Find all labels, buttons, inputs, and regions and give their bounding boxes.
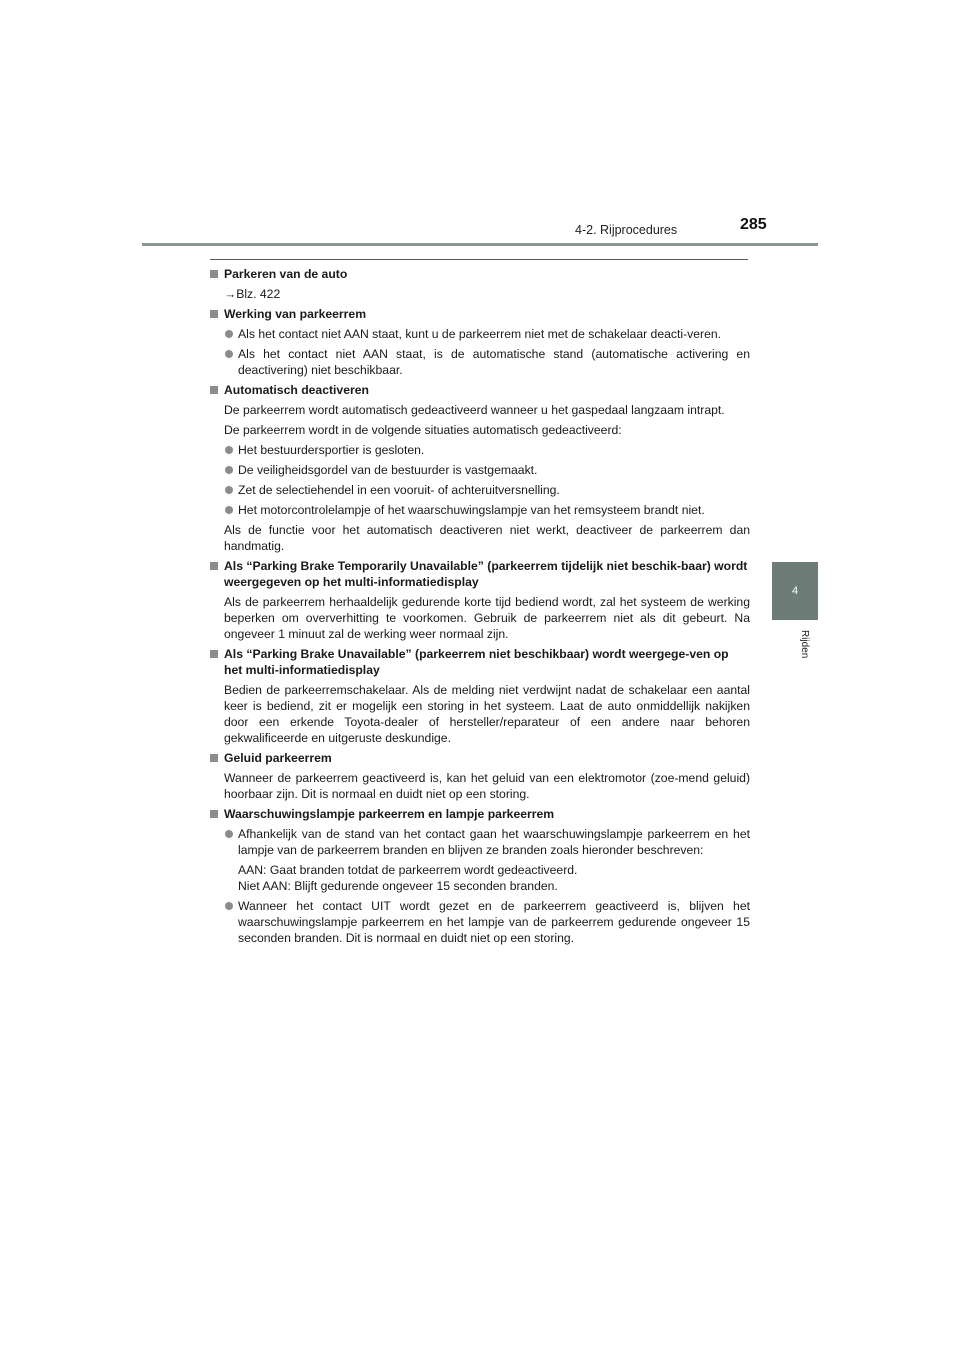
square-bullet-icon bbox=[210, 386, 218, 394]
header-section-title: 4-2. Rijprocedures bbox=[575, 223, 678, 237]
page-content bbox=[210, 266, 750, 950]
section-geluid bbox=[210, 750, 750, 802]
section-title: Geluid parkeerrem bbox=[224, 751, 332, 765]
section-parkeren bbox=[210, 266, 750, 302]
square-bullet-icon bbox=[210, 650, 218, 658]
chapter-tab bbox=[772, 562, 818, 620]
paragraph: Bedien de parkeerremschakelaar. Als de melding niet verdwijnt nadat de schakelaar een aantal keer is bediend, zit er mogelijk een storing in het systeem. Laat de auto onmiddellijk nakijken door een erkende Toyota-dealer of hersteller/reparateur of een andere naar behoren gekwalificeerde en uitgeruste deskundige. bbox=[224, 683, 750, 745]
round-bullet-icon bbox=[225, 902, 233, 910]
section-werking bbox=[210, 306, 750, 378]
section-unavailable bbox=[210, 646, 750, 746]
square-bullet-icon bbox=[210, 270, 218, 278]
paragraph: Als de parkeerrem herhaaldelijk gedurende korte tijd bediend wordt, zal het systeem de werking beperken om oververhitting te voorkomen. Gebruik de parkeerrem niet als dit gebeurt. Na ongeveer 1 minuut zal de werking weer normaal zijn. bbox=[224, 595, 750, 641]
section-waarschuwingslampje bbox=[210, 806, 750, 946]
paragraph: De parkeerrem wordt automatisch gedeactiveerd wanneer u het gaspedaal langzaam intrapt. bbox=[224, 403, 725, 417]
list-item: Als het contact niet AAN staat, is de automatische stand (automatische activering en deactivering) niet beschikbaar. bbox=[238, 347, 750, 377]
round-bullet-icon bbox=[225, 466, 233, 474]
list-item: Als het contact niet AAN staat, kunt u de parkeerrem niet met de schakelaar deacti-veren. bbox=[238, 327, 722, 341]
section-title: Werking van parkeerrem bbox=[224, 307, 367, 321]
section-title: Waarschuwingslampje parkeerrem en lampje parkeerrem bbox=[224, 807, 555, 821]
round-bullet-icon bbox=[225, 830, 233, 838]
list-item: De veiligheidsgordel van de bestuurder is vastgemaakt. bbox=[238, 463, 538, 477]
section-temporarily-unavailable bbox=[210, 558, 750, 642]
round-bullet-icon bbox=[225, 506, 233, 514]
round-bullet-icon bbox=[225, 350, 233, 358]
section-title: Als “Parking Brake Temporarily Unavailable” (parkeerrem tijdelijk niet beschik-baar) wordt weergegeven op het multi-informatiedisplay bbox=[224, 559, 748, 589]
list-item: Afhankelijk van de stand van het contact gaan het waarschuwingslampje parkeerrem en het lampje van de parkeerrem branden en blijven ze branden zoals hieronder beschreven: bbox=[238, 827, 750, 857]
round-bullet-icon bbox=[225, 486, 233, 494]
square-bullet-icon bbox=[210, 562, 218, 570]
square-bullet-icon bbox=[210, 310, 218, 318]
page-reference: →Blz. 422 bbox=[224, 287, 281, 301]
header-rule bbox=[142, 243, 818, 246]
paragraph: Wanneer de parkeerrem geactiveerd is, kan het geluid van een elektromotor (zoe-mend geluid) hoorbaar zijn. Dit is normaal en duidt niet op een storing. bbox=[224, 771, 750, 801]
content-top-rule bbox=[210, 259, 748, 260]
square-bullet-icon bbox=[210, 754, 218, 762]
round-bullet-icon bbox=[225, 446, 233, 454]
paragraph: Als de functie voor het automatisch deactiveren niet werkt, deactiveer de parkeerrem dan handmatig. bbox=[224, 523, 750, 553]
status-line-aan: AAN: Gaat branden totdat de parkeerrem wordt gedeactiveerd. bbox=[238, 863, 578, 877]
chapter-number: 4 bbox=[791, 585, 799, 597]
section-title: Automatisch deactiveren bbox=[224, 383, 369, 397]
round-bullet-icon bbox=[225, 330, 233, 338]
status-line-niet-aan: Niet AAN: Blijft gedurende ongeveer 15 seconden branden. bbox=[238, 879, 558, 893]
section-automatisch bbox=[210, 382, 750, 554]
page-number: 285 bbox=[740, 216, 767, 233]
paragraph: De parkeerrem wordt in de volgende situaties automatisch gedeactiveerd: bbox=[224, 423, 622, 437]
status-lines bbox=[210, 862, 750, 894]
chapter-label: Rijden bbox=[799, 630, 810, 659]
list-item: Het bestuurdersportier is gesloten. bbox=[238, 443, 425, 457]
section-title: Parkeren van de auto bbox=[224, 267, 348, 281]
list-item: Het motorcontrolelampje of het waarschuwingslampje van het remsysteem brandt niet. bbox=[238, 503, 705, 517]
section-title: Als “Parking Brake Unavailable” (parkeerrem niet beschikbaar) wordt weergege-ven op het multi-informatiedisplay bbox=[224, 647, 729, 677]
square-bullet-icon bbox=[210, 810, 218, 818]
list-item: Zet de selectiehendel in een vooruit- of achteruitversnelling. bbox=[238, 483, 560, 497]
list-item: Wanneer het contact UIT wordt gezet en de parkeerrem geactiveerd is, blijven het waarschuwingslampje parkeerrem en het lampje van de parkeerrem gedurende ongeveer 15 seconden branden. Dit is normaal en duidt niet op een storing. bbox=[238, 899, 750, 945]
